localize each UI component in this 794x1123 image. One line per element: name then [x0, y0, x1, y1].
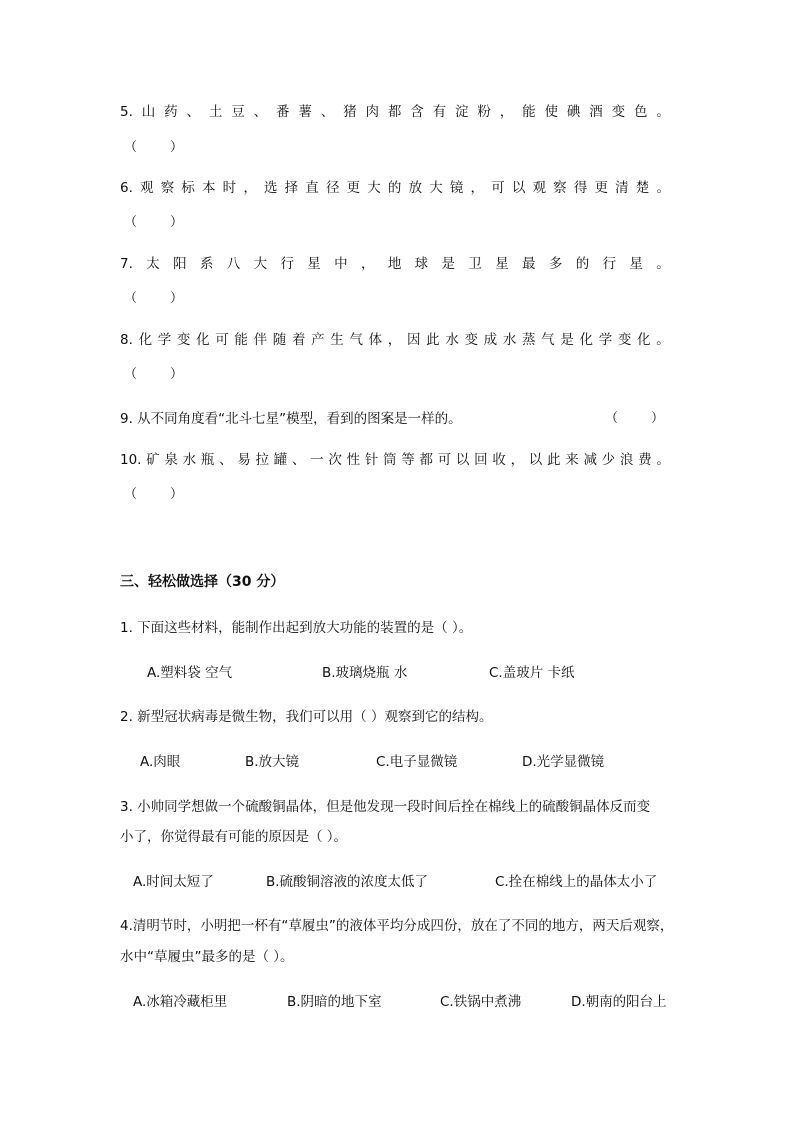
question-2: 2. 新型冠状病毒是微生物，我们可以用（ ）观察到它的结构。: [120, 709, 493, 725]
q3-option-b[interactable]: B.硫酸铜溶液的浓度太低了: [266, 874, 429, 890]
q2-option-a[interactable]: A.肉眼: [140, 754, 181, 770]
q4-option-d[interactable]: D.朝南的阳台上: [571, 994, 667, 1010]
tf-item-8: 8. 化 学 变 化 可 能 伴 随 着 产 生 气 体 ， 因 此 水 变 成 水 蒸 气 是 化 学 变 化 。: [120, 332, 670, 348]
section-heading: 三、轻松做选择（30 分）: [120, 574, 285, 590]
q4-option-a[interactable]: A.冰箱冷藏柜里: [133, 994, 228, 1010]
tf-item-7: 7. 太 阳 系 八 大 行 星 中 ， 地 球 是 卫 星 最 多 的 行 星 。: [120, 256, 670, 272]
q1-option-a[interactable]: A.塑料袋 空气: [147, 665, 233, 681]
question-3-line-2: 小了，你觉得最有可能的原因是（ ）。: [120, 829, 348, 845]
tf-paren-8[interactable]: （ ）: [124, 367, 184, 382]
q2-option-d[interactable]: D.光学显微镜: [522, 754, 605, 770]
tf-paren-6[interactable]: （ ）: [124, 215, 184, 230]
question-4-line-1: 4.清明节时，小明把一杯有“草履虫”的液体平均分成四份，放在了不同的地方，两天后观察，: [120, 918, 674, 934]
q2-option-c[interactable]: C.电子显微镜: [376, 754, 458, 770]
question-3-line-1: 3. 小帅同学想做一个硫酸铜晶体，但是他发现一段时间后拴在棉线上的硫酸铜晶体反而变: [120, 799, 651, 815]
tf-paren-5[interactable]: （ ）: [124, 140, 184, 155]
q1-option-b[interactable]: B.玻璃烧瓶 水: [322, 665, 408, 681]
q3-option-c[interactable]: C.拴在棉线上的晶体太小了: [495, 874, 658, 890]
tf-paren-10[interactable]: （ ）: [124, 487, 184, 502]
question-4-line-2: 水中“草履虫”最多的是（ ）。: [120, 949, 294, 965]
tf-item-9: 9. 从不同角度看“北斗七星”模型，看到的图案是一样的。: [120, 411, 462, 427]
tf-item-10: 10. 矿 泉 水 瓶 、 易 拉 罐 、 一 次 性 针 筒 等 都 可 以 回 收 ， 以 此 来 减 少 浪 费 。: [120, 452, 670, 468]
q1-option-c[interactable]: C.盖玻片 卡纸: [489, 665, 575, 681]
q4-option-c[interactable]: C.铁锅中煮沸: [440, 994, 522, 1010]
tf-item-5: 5. 山 药 、 土 豆 、 番 薯 、 猪 肉 都 含 有 淀 粉 ， 能 使 碘 酒 变 色 。: [120, 104, 670, 120]
tf-paren-9[interactable]: （ ）: [605, 411, 665, 426]
q3-option-a[interactable]: A.时间太短了: [133, 874, 214, 890]
tf-paren-7[interactable]: （ ）: [124, 291, 184, 306]
tf-item-6: 6. 观 察 标 本 时 ， 选 择 直 径 更 大 的 放 大 镜 ， 可 以 观 察 得 更 清 楚 。: [120, 180, 670, 196]
q4-option-b[interactable]: B.阴暗的地下室: [287, 994, 382, 1010]
q2-option-b[interactable]: B.放大镜: [245, 754, 300, 770]
question-1: 1. 下面这些材料，能制作出起到放大功能的装置的是（ ）。: [120, 620, 473, 636]
